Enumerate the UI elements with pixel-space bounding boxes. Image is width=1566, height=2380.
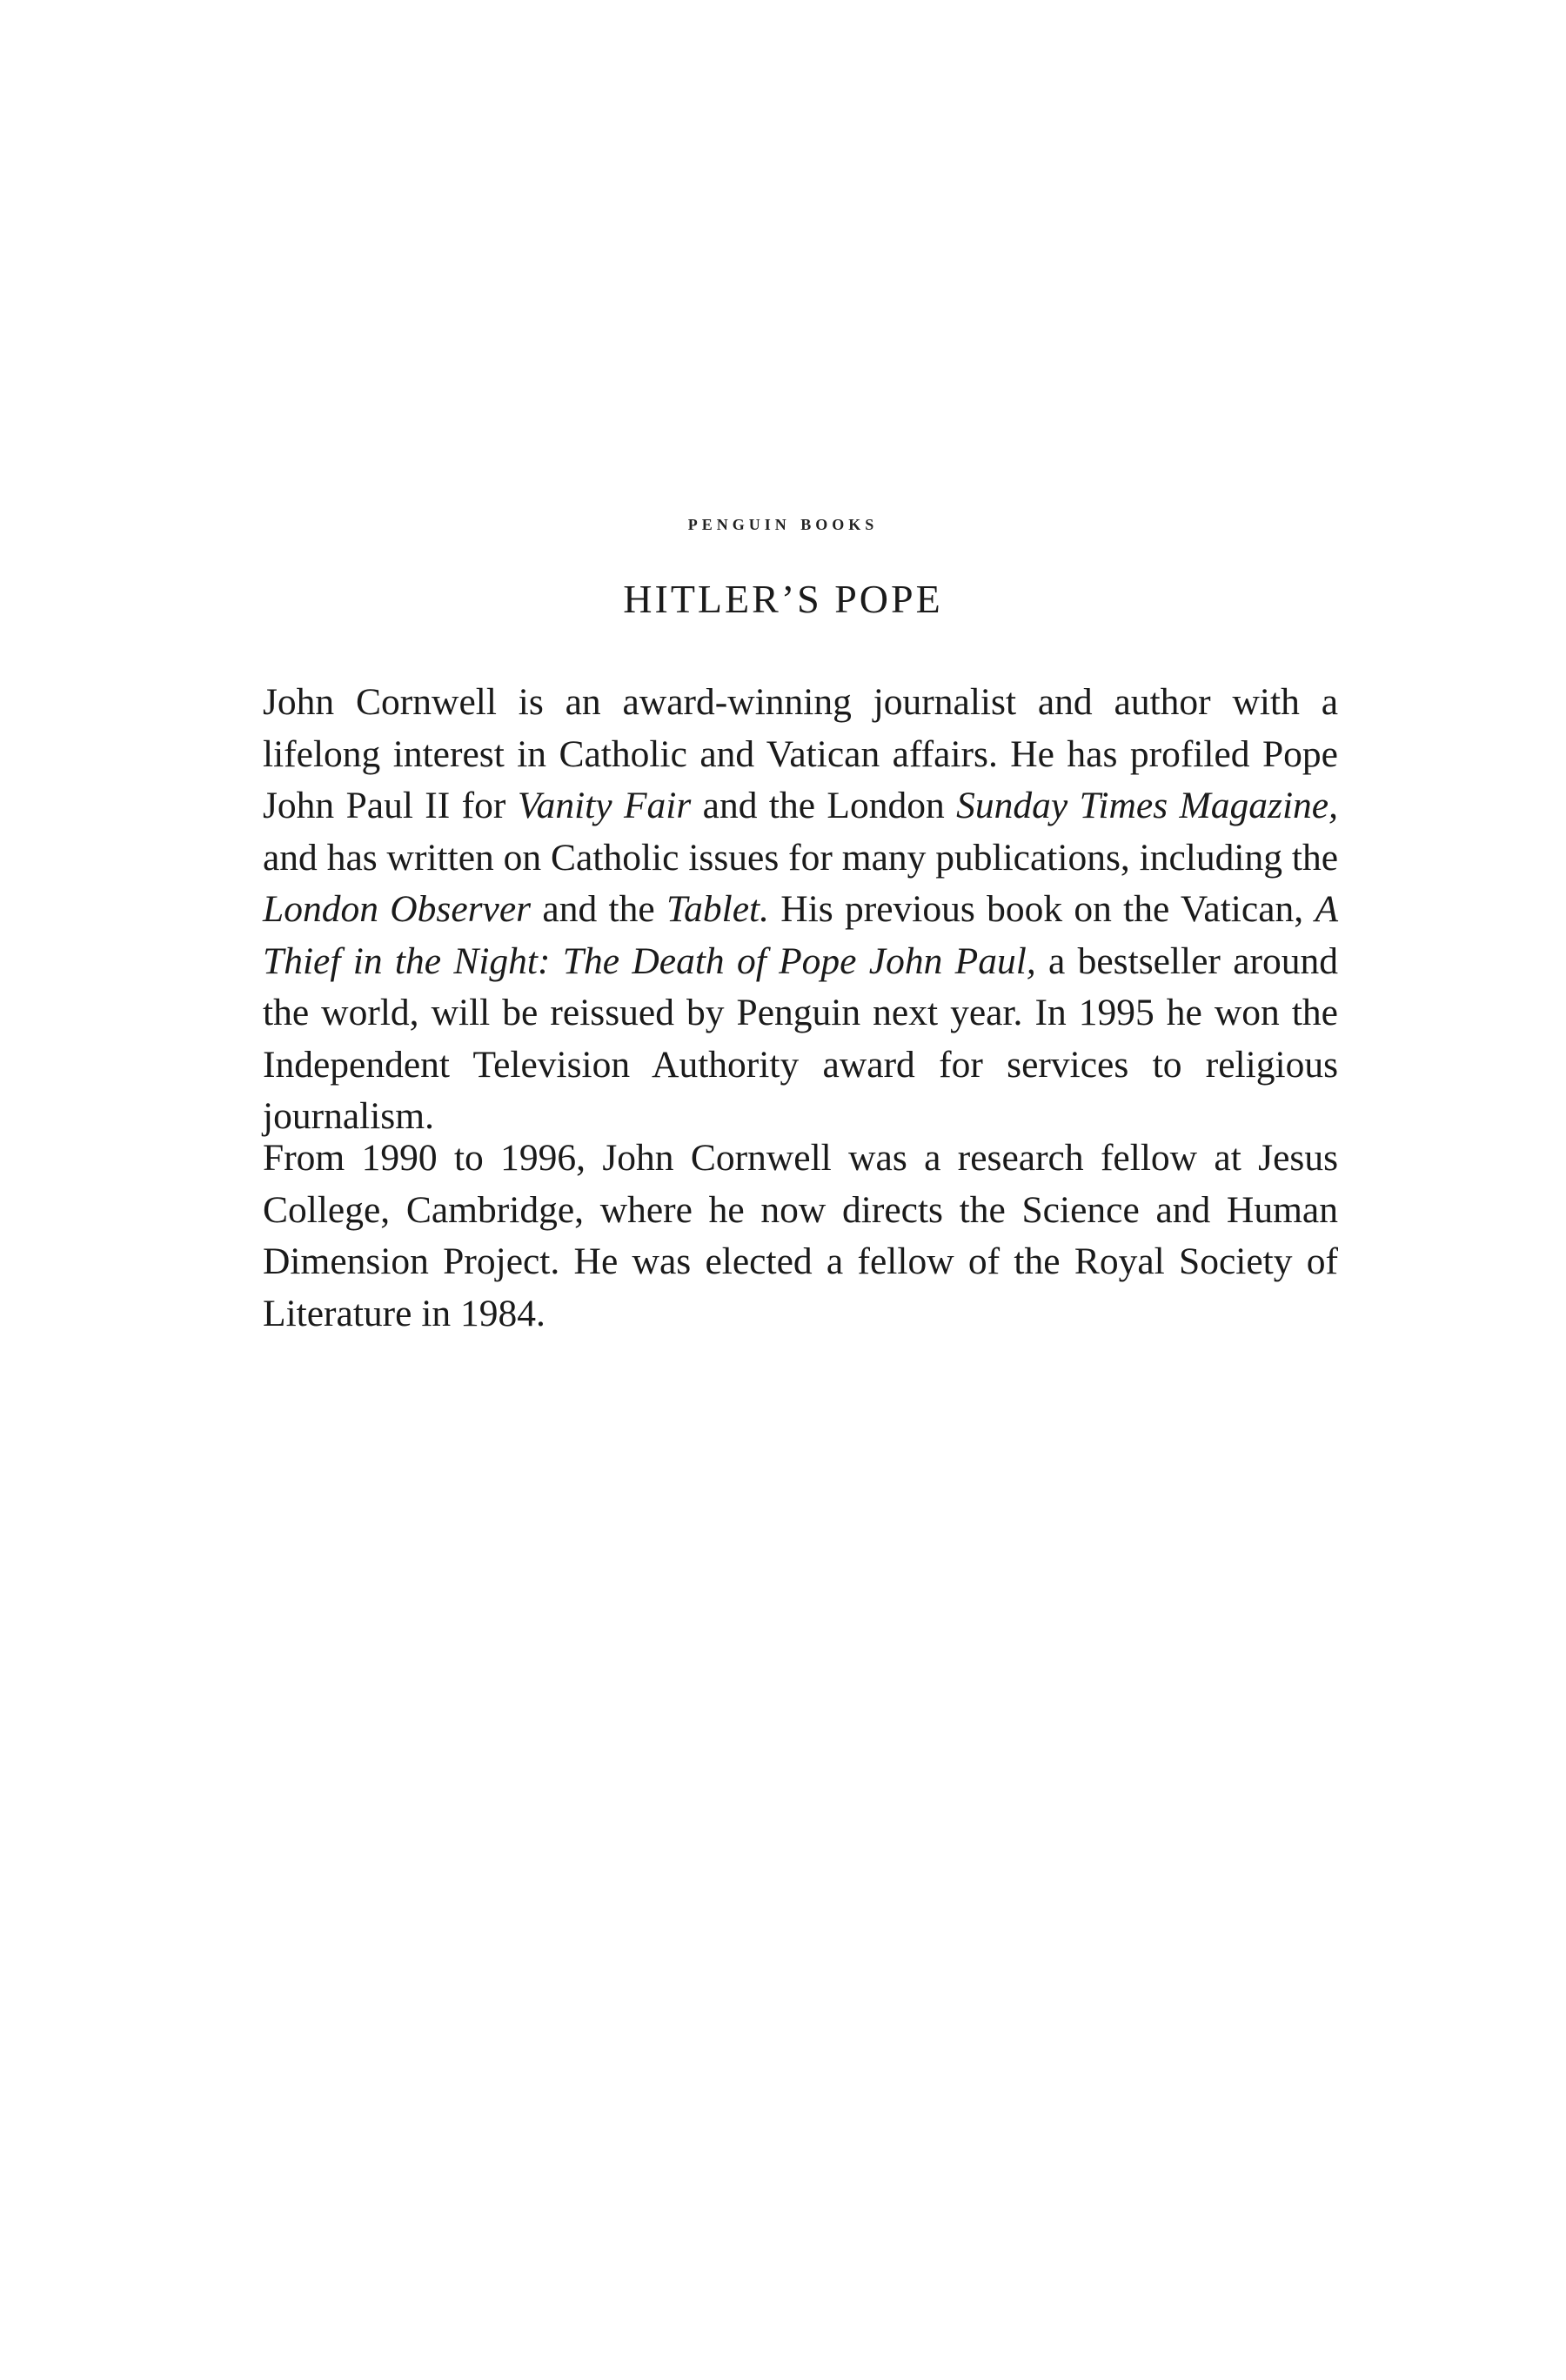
bio-text: His previous book on the Vatican,	[769, 888, 1315, 930]
bio-text: and the London	[691, 785, 957, 826]
author-bio-paragraph-1	[263, 677, 1338, 1143]
bio-text: and the	[531, 888, 666, 930]
bio-text: and has written on Catholic issues for many publications, including the	[263, 836, 1338, 879]
bio-text: a bestseller around the world, will be reissued by Penguin next year. In 1995 he won the Independent Television Authority award for services to religious journalism.	[263, 939, 1338, 1137]
bio-italic-title: Tablet.	[666, 888, 769, 930]
bio-italic-title: A Thief in the Night: The Death of Pope John Paul,	[263, 888, 1339, 982]
publisher-imprint: penguin books	[687, 510, 879, 535]
bio-italic-title: Vanity Fair	[517, 785, 692, 826]
bio-italic-title: London Observer	[263, 888, 532, 930]
book-title: HITLER’S POPE	[623, 577, 943, 621]
bio-text: John Cornwell is an award-winning journalist and author with a lifelong interest in Catholic and Vatican affairs. He has profiled Pope John Paul II for	[263, 681, 1338, 826]
author-bio-paragraph-2: From 1990 to 1996, John Cornwell was a research fellow at Jesus College, Cambridge, where he now directs the Science and Human Dimension Project. He was elected a fellow of the Royal Society of Literature in 1984.	[263, 1137, 1338, 1334]
bio-italic-title: Sunday Times Magazine,	[956, 785, 1338, 826]
